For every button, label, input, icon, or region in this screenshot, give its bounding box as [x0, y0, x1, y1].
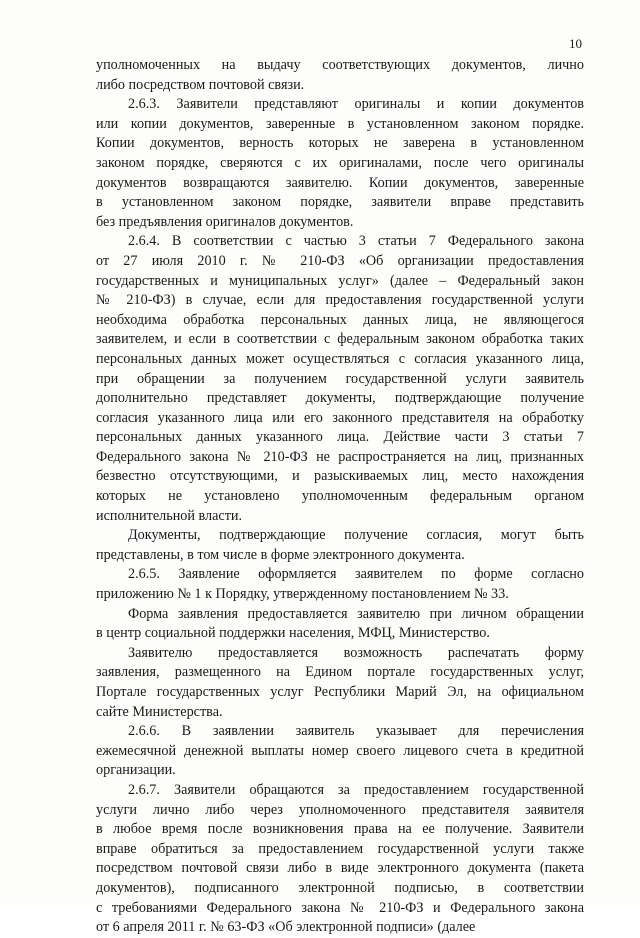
text-line: уполномоченных на выдачу соответствующих документов, лично: [96, 57, 584, 73]
text-line: согласия указанного лица или его законного представителя на обработку: [96, 409, 584, 426]
text-line: Заявителю предоставляется возможность распечатать форму: [128, 644, 584, 661]
text-line: законом порядке, сверяются с их оригиналами, после чего оригиналы: [96, 154, 584, 171]
text-line: с требованиями Федерального закона № 210-ФЗ и Федерального закона: [96, 899, 584, 916]
text-line: посредством почтовой связи либо в виде электронного документа (пакета: [96, 860, 584, 877]
text-line: в любое время после возникновения права на ее получение. Заявители: [96, 821, 584, 838]
text-line: 2.6.7. Заявители обращаются за предоставлением государственной: [128, 781, 584, 798]
text-line: вправе обратиться за предоставлением государственной услуги также: [96, 840, 584, 857]
text-line: сайте Министерства.: [96, 703, 223, 720]
text-line: персональных данных указанного лица. Действие части 3 статьи 7: [96, 429, 584, 446]
text-line: 2.6.3. Заявители представляют оригиналы и копии документов: [128, 96, 584, 113]
text-line: персональных данных может осуществляться с согласия указанного лица,: [96, 350, 584, 367]
text-line: ежемесячной денежной выплаты номер своего лицевого счета в кредитной: [96, 742, 584, 759]
text-line: Форма заявления предоставляется заявителю при личном обращении: [128, 605, 584, 622]
text-line: государственных и муниципальных услуг» (далее – Федеральный закон: [96, 272, 584, 289]
text-line: либо посредством почтовой связи.: [96, 76, 305, 93]
text-line: от 27 июля 2010 г. № 210-ФЗ «Об организации предоставления: [96, 252, 584, 269]
text-line: документов), подписанного электронной подписью, в соответствии: [96, 879, 584, 896]
text-line: 2.6.5. Заявление оформляется заявителем по форме согласно: [128, 566, 584, 583]
page-number: 10: [569, 36, 582, 51]
text-line: услуги лично либо через уполномоченного представителя заявителя: [96, 801, 584, 818]
text-line: необходима обработка персональных данных лица, не являющегося: [96, 311, 584, 328]
text-line: документов возвращаются заявителю. Копии документов, заверенные: [96, 174, 584, 191]
text-line: или копии документов, заверенные в установленном законом порядке.: [96, 115, 584, 132]
text-line: дополнительно представляет документы, подтверждающие получение: [96, 390, 584, 407]
text-line: которых не установлено уполномоченным федеральным органом: [96, 488, 584, 505]
text-line: при обращении за получением государственной услуги заявитель: [96, 370, 584, 387]
text-line: исполнительной власти.: [96, 507, 243, 524]
text-line: № 210-ФЗ) в случае, если для предоставления государственной услуги: [96, 292, 584, 309]
document-body: [96, 56, 584, 938]
text-line: без предъявления оригиналов документов.: [96, 213, 354, 230]
text-line: в центр социальной поддержки населения, МФЦ, Министерство.: [96, 625, 490, 642]
text-line: заявления, размещенного на Едином портале государственных услуг,: [96, 664, 584, 681]
text-line: 2.6.4. В соответствии с частью 3 статьи 7 Федерального закона: [128, 233, 584, 250]
text-line: Документы, подтверждающие получение согласия, могут быть: [128, 527, 584, 544]
text-line: 2.6.6. В заявлении заявитель указывает для перечисления: [128, 723, 584, 740]
text-line: организации.: [96, 762, 176, 779]
text-line: заявителем, и если в соответствии с федеральным законом обработка таких: [96, 331, 584, 348]
text-line: Портале государственных услуг Республики Марий Эл, на официальном: [96, 684, 584, 700]
text-line: Федерального закона № 210-ФЗ не распространяется на лиц, признанных: [96, 448, 584, 465]
text-line: от 6 апреля 2011 г. № 63-ФЗ «Об электронной подписи» (далее: [96, 919, 476, 936]
text-line: Копии документов, верность которых не заверена в установленном: [96, 135, 584, 152]
text-line: представлены, в том числе в форме электронного документа.: [96, 546, 465, 563]
text-line: приложению № 1 к Порядку, утвержденному постановлением № 33.: [96, 586, 509, 603]
text-line: в установленном законом порядке, заявители вправе представить: [96, 194, 584, 211]
text-line: безвестно отсутствующими, и разыскиваемых лиц, место нахождения: [96, 468, 584, 485]
